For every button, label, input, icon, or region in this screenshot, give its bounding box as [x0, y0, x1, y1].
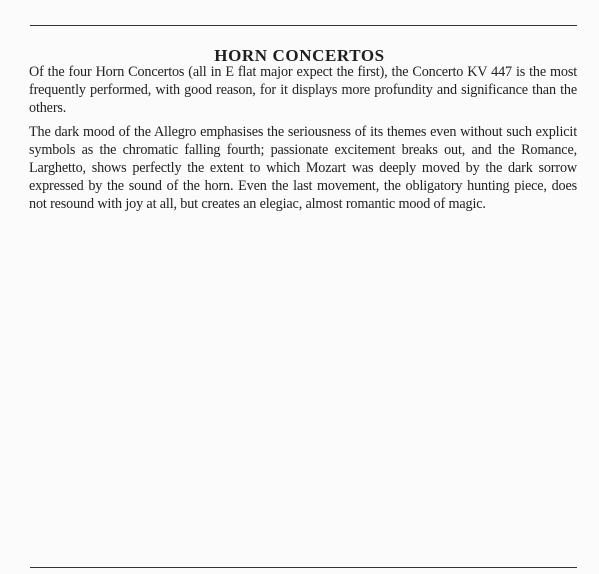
- paragraph-allegro: The dark mood of the Allegro emphasises the seriousness of its themes even without such explicit symbols as the chromatic falling fourth; passionate excitement breaks out, and the Romance, Larghetto, shows perfectly the extent to which Mozart was deeply moved by the dark sorrow expressed by the sound of the horn. Even the last movement, the obligatory hunting piece, does not resound with joy at all, but creates an elegiac, almost romantic mood of magic.: [29, 123, 577, 213]
- paragraph-intro: Of the four Horn Concertos (all in E flat major expect the first), the Concerto KV 447 is the most frequently performed, with good reason, for it displays more profundity and significance than the others.: [29, 64, 577, 117]
- top-divider: [30, 25, 577, 26]
- bottom-divider: [30, 567, 577, 568]
- page-title: HORN CONCERTOS: [214, 46, 385, 66]
- body-text: [29, 63, 577, 219]
